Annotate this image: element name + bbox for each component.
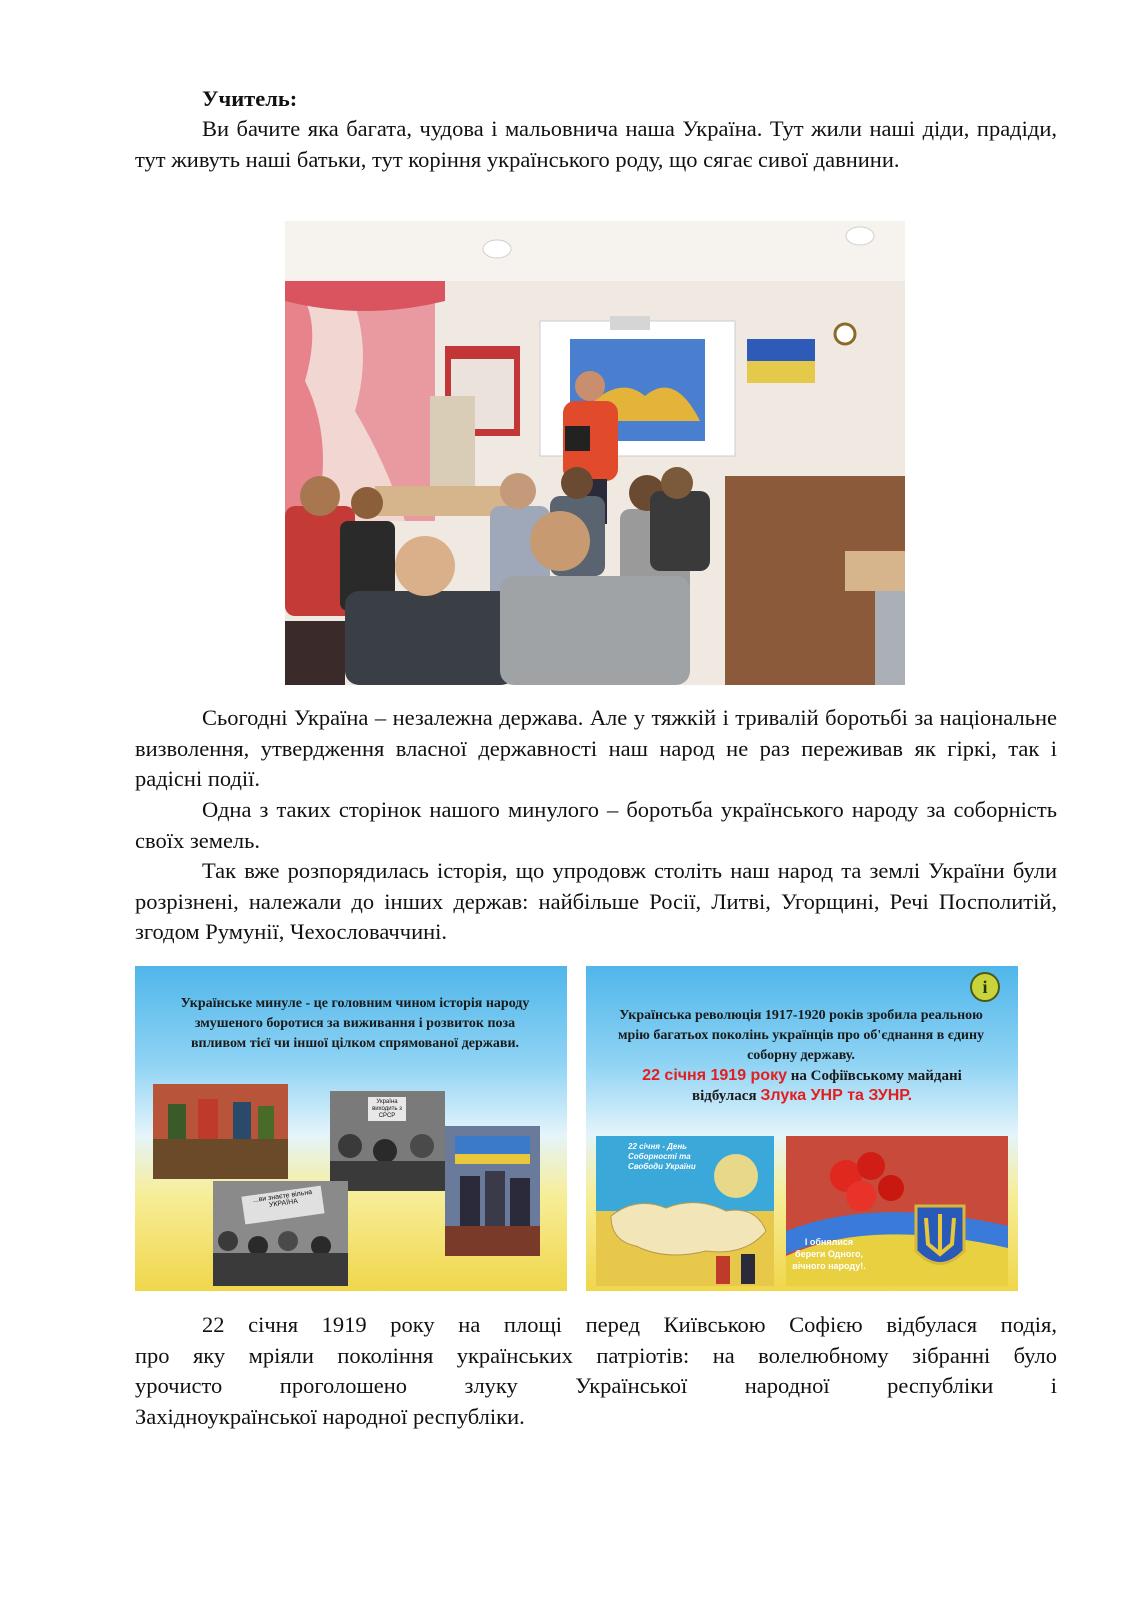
cossacks-painting <box>153 1084 288 1179</box>
paragraph-intro <box>135 114 1057 175</box>
poster-title: 22 січня - День Соборності та Свободи України <box>628 1142 696 1171</box>
paragraph-sobornist: Одна з таких сторінок нашого минулого – боротьба українського народу за соборність своїх земель. <box>135 797 1057 853</box>
paragraph-zluka-line3: урочисто проголошено злуку Української народної республіки і <box>135 1373 1057 1398</box>
info-icon-glyph: i <box>982 977 988 997</box>
zluka-highlight: Злука УНР та ЗУНР. <box>760 1087 913 1104</box>
paragraph-zluka-line1: 22 січня 1919 року на площі перед Київською Софією відбулася подія, <box>202 1312 1057 1337</box>
paragraph-zluka <box>135 1310 1057 1432</box>
paragraph-independence: Сьогодні Україна – незалежна держава. Але у тяжкій і тривалій боротьбі за національне визволення, утвердження власної державності наш народ не раз переживав як гіркі, так і радісні події. <box>135 705 1057 791</box>
protest-banner-text: Україна виходить з СРСР <box>372 1099 402 1119</box>
trident-kalyna-image <box>786 1136 1008 1286</box>
slide-revolution-date <box>621 1066 983 1106</box>
poem-text: І обнялися береги Одного, вічного народу!. <box>792 1237 866 1271</box>
paragraph-zluka-line2: про яку мріяли покоління українських патріотів: на волелюбному зібранні було <box>135 1342 1057 1368</box>
info-icon[interactable] <box>970 972 1000 1002</box>
paragraph-intro-line1: Ви бачите яка багата, чудова і мальовнича наша Україна. Тут жили наші <box>202 116 916 141</box>
crowd-banner-text: ...ви знаєте вільна УКРАЇНА <box>252 1188 313 1209</box>
classroom-photo <box>285 221 905 685</box>
slide-revolution-caption: Українська революція 1917-1920 років зробила реальною мрію багатьох поколінь українців про об'єднання в єдину соборну державу. <box>617 1008 985 1063</box>
sobornist-map-poster <box>596 1136 774 1286</box>
speaker-heading: Учитель: <box>202 86 298 111</box>
date-text: на Софіївському майдані відбулася <box>691 1068 962 1104</box>
slide-revolution <box>586 966 1018 1291</box>
date-highlight: 22 січня 1919 року <box>642 1067 787 1084</box>
paragraph-zluka-line4: Західноукраїнської народної республіки. <box>135 1403 525 1429</box>
protest-photo <box>330 1091 445 1191</box>
slide-history <box>135 966 567 1291</box>
paragraph-intro-rest: діди, прадіди, тут живуть наші батьки, тут коріння українського роду, що сягає сивої давнини. <box>135 116 1057 172</box>
crowd-photo <box>213 1181 348 1286</box>
slide-history-caption: Українське минуле - це головним чином історія народу змушеного боротися за виживання і розвиток поза впливом тієї чи іншої цілком спрямованої держави. <box>180 996 530 1051</box>
parliament-photo <box>445 1126 540 1256</box>
paragraph-history: Так вже розпорядилась історія, що упродовж століть наш народ та землі України були розрізнені, належали до інших держав: найбільше Росії, Литві, Угорщині, Речі Посполитій, згодом Румунії, Чехословаччині. <box>135 858 1057 944</box>
